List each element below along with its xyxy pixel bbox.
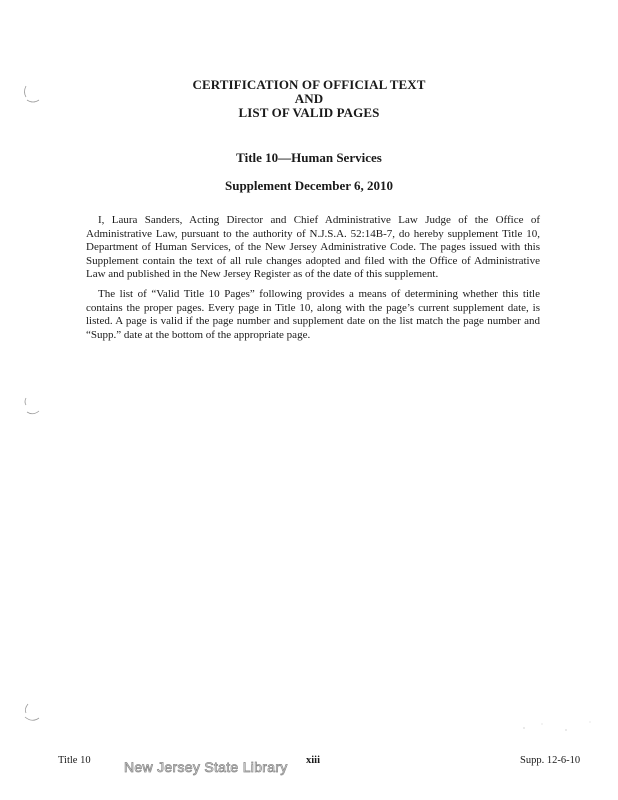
title-subheading: Title 10—Human Services	[236, 150, 382, 165]
valid-pages-paragraph: The list of “Valid Title 10 Pages” following provides a means of determining whether this title contains the proper pages. Every page in Title 10, along with the page’s current supplement date, is listed. A page is valid if the page number and supplement date on the list match the page number and “Supp.” date at the bottom of the appropriate page.	[86, 287, 540, 341]
footer-title: Title 10	[58, 755, 91, 766]
certification-paragraph: I, Laura Sanders, Acting Director and Chief Administrative Law Judge of the Office of Administrative Law, pursuant to the authority of N.J.S.A. 52:14B-7, do hereby supplement Title 10, Department of Human Services, of the New Jersey Administrative Code. The pages issued with this Supplement contain the text of all rule changes adopted and filed with the Office of Administrative Law and published in the New Jersey Register as of the date of this supplement.	[86, 214, 540, 281]
hole-punch-mark	[22, 395, 44, 417]
heading-line-1: CERTIFICATION OF OFFICIAL TEXT	[192, 77, 426, 92]
footer-supplement-date: Supp. 12-6-10	[520, 755, 581, 766]
hole-punch-mark	[22, 702, 44, 724]
scan-specks	[520, 716, 600, 736]
footer-page-number: xiii	[306, 755, 321, 766]
hole-punch-mark	[22, 83, 44, 105]
library-watermark: New Jersey State Library	[124, 759, 288, 775]
heading-line-2: AND	[294, 91, 324, 106]
certification-body	[86, 214, 540, 348]
certification-heading	[0, 78, 618, 120]
heading-line-3: LIST OF VALID PAGES	[238, 105, 380, 120]
supplement-date-heading: Supplement December 6, 2010	[224, 178, 394, 193]
